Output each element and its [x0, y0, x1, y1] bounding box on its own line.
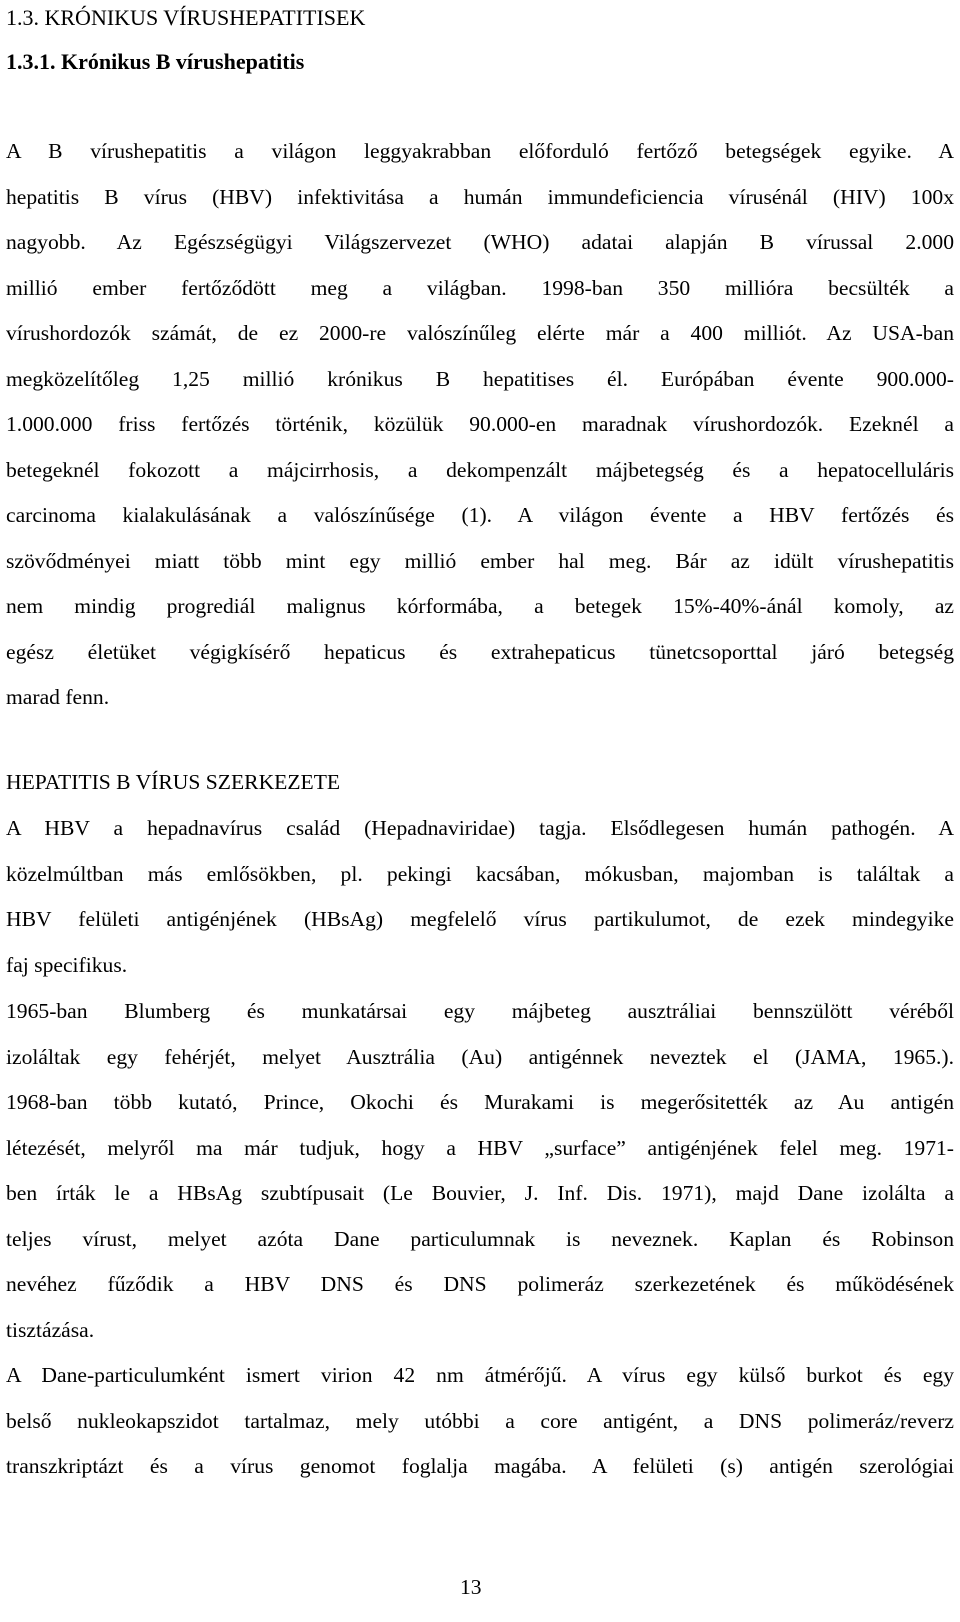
text-line: betegeknél fokozott a májcirrhosis, a dekompenzált májbetegség és a hepatocelluláris [6, 457, 954, 482]
text-line: carcinoma kialakulásának a valószínűsége (1). A világon évente a HBV fertőzés és [6, 503, 954, 527]
text-line: egész életüket végigkísérő hepaticus és extrahepaticus tünetcsoporttal járó betegség [6, 639, 954, 664]
text-line: A B vírushepatitis a világon leggyakrabban előforduló fertőző betegségek egyike. A [6, 139, 954, 163]
paragraph-history [6, 989, 954, 1353]
text-line: vírushordozók számát, de ez 2000-re valószínűleg elérte már a 400 milliót. Az USA-ban [6, 321, 954, 345]
text-line: nevéhez fűződik a HBV DNS és DNS polimeráz szerkezetének és működésének [6, 1272, 954, 1296]
text-line: millió ember fertőződött meg a világban. 1998-ban 350 millióra becsülték a [6, 275, 954, 300]
text-line: A HBV a hepadnavírus család (Hepadnaviridae) tagja. Elsődlegesen humán pathogén. A [6, 816, 954, 840]
text-line: létezését, melyről ma már tudjuk, hogy a HBV „surface” antigénjének felel meg. 1971- [6, 1135, 954, 1160]
paragraph-family [6, 806, 954, 988]
subheading-structure: HEPATITIS B VÍRUS SZERKEZETE [6, 770, 341, 794]
text-line: HBV felületi antigénjének (HBsAg) megfelelő vírus partikulumot, de ezek mindegyike [6, 907, 954, 931]
page-number: 13 [460, 1575, 482, 1599]
section-heading: 1.3.1. Krónikus B vírushepatitis [6, 49, 305, 74]
paragraph-intro [6, 129, 954, 721]
text-line: transzkriptázt és a vírus genomot foglalja magába. A felületi (s) antigén szerológiai [6, 1454, 954, 1478]
text-line: nagyobb. Az Egészségügyi Világszervezet (WHO) adatai alapján B vírussal 2.000 [6, 230, 954, 254]
text-line: 1.000.000 friss fertőzés történik, közülük 90.000-en maradnak vírushordozók. Ezeknél a [6, 412, 954, 436]
text-line: szövődményei miatt több mint egy millió ember hal meg. Bár az idült vírushepatitis [6, 548, 954, 573]
text-line: hepatitis B vírus (HBV) infektivitása a humán immundeficiencia vírusénál (HIV) 100x [6, 184, 954, 209]
text-line: 1965-ban Blumberg és munkatársai egy májbeteg ausztráliai bennszülött véréből [6, 999, 954, 1023]
text-line: A Dane-particulumként ismert virion 42 nm átmérőjű. A vírus egy külső burkot és egy [6, 1363, 954, 1387]
text-line: 1968-ban több kutató, Prince, Okochi és Murakami is megerősitették az Au antigén [6, 1090, 954, 1114]
text-line: belső nukleokapszidot tartalmaz, mely utóbbi a core antigént, a DNS polimeráz/reverz [6, 1408, 954, 1433]
text-line: faj specifikus. [6, 952, 128, 977]
text-line: ben írták le a HBsAg szubtípusait (Le Bouvier, J. Inf. Dis. 1971), majd Dane izolálta a [6, 1181, 954, 1205]
text-line: tisztázása. [6, 1317, 95, 1342]
text-line: megközelítőleg 1,25 millió krónikus B hepatitises él. Európában évente 900.000- [6, 366, 954, 391]
paragraph-virion [6, 1353, 954, 1490]
text-line: közelmúltban más emlősökben, pl. pekingi kacsában, mókusban, majomban is találtak a [6, 861, 954, 886]
chapter-heading: 1.3. KRÓNIKUS VÍRUSHEPATITISEK [6, 5, 366, 30]
text-line: nem mindig progrediál malignus kórformába, a betegek 15%-40%-ánál komoly, az [6, 594, 954, 618]
text-line: marad fenn. [6, 685, 110, 709]
text-line: izoláltak egy fehérjét, melyet Ausztrália (Au) antigénnek neveztek el (JAMA, 1965.). [6, 1044, 954, 1069]
text-line: teljes vírust, melyet azóta Dane particulumnak is neveznek. Kaplan és Robinson [6, 1226, 954, 1251]
